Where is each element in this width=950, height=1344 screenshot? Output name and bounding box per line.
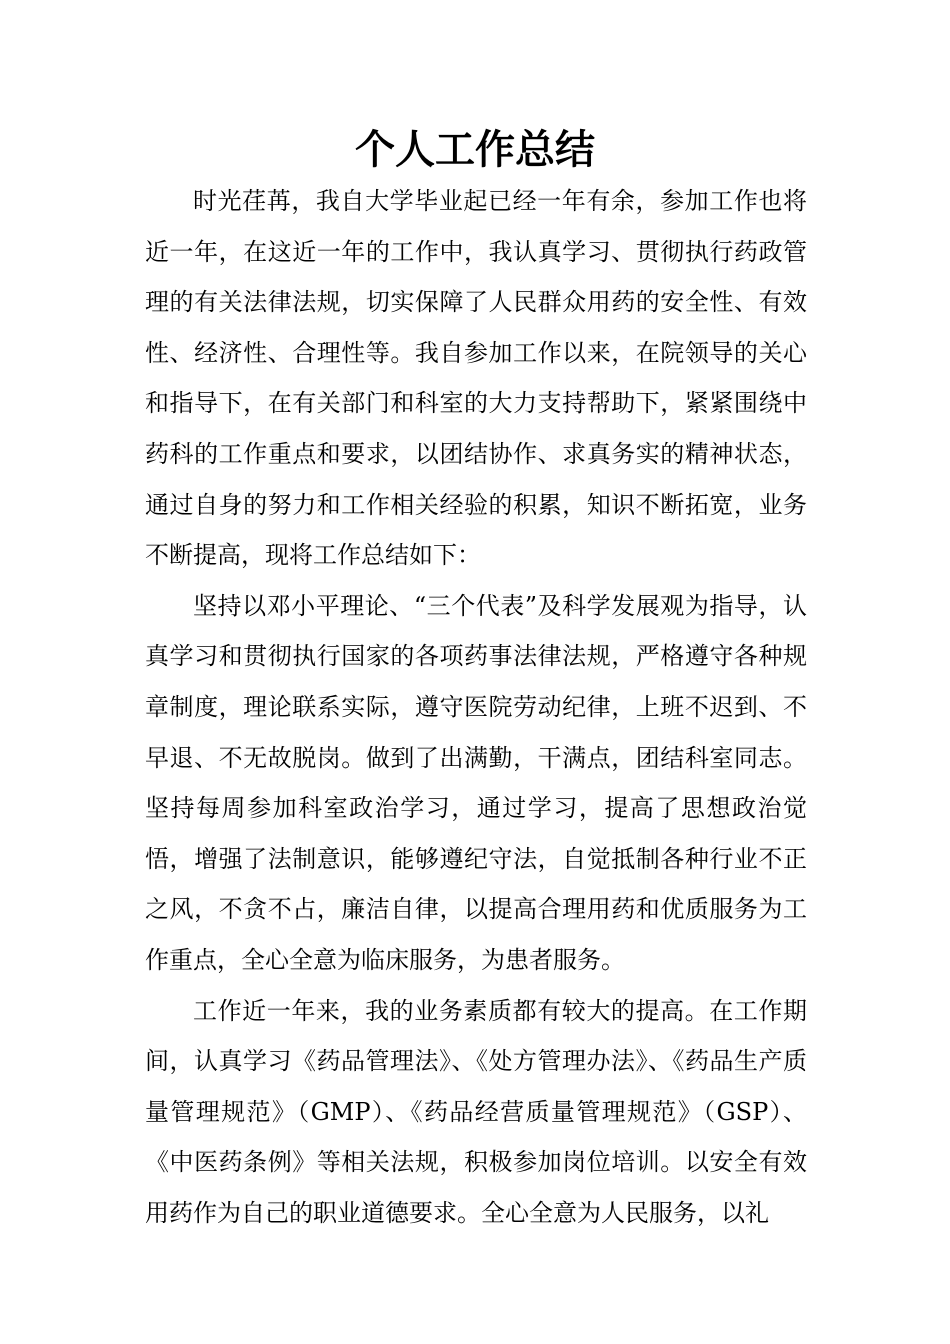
paragraph-professional-growth: 工作近一年来，我的业务素质都有较大的提高。在工作期间，认真学习《药品管理法》、《处方管理办法》、《药品生产质量管理规范》（GMP）、《药品经营质量管理规范》（GSP）、《中医药条例》等相关法规，积极参加岗位培训。以安全有效用药作为自己的职业道德要求。全心全意为人民服务，以礼 [145, 996, 807, 1227]
paragraph-political-study: 坚持以邓小平理论、“三个代表”及科学发展观为指导，认真学习和贯彻执行国家的各项药事法律法规，严格遵守各种规章制度，理论联系实际，遵守医院劳动纪律，上班不迟到、不早退、不无故脱岗。做到了出满勤，干满点，团结科室同志。坚持每周参加科室政治学习，通过学习，提高了思想政治觉悟，增强了法制意识，能够遵纪守法，自觉抵制各种行业不正之风，不贪不占，廉洁自律，以提高合理用药和优质服务为工作重点，全心全意为临床服务，为患者服务。 [145, 591, 807, 974]
paragraph-intro: 时光荏苒，我自大学毕业起已经一年有余，参加工作也将近一年，在这近一年的工作中，我认真学习、贯彻执行药政管理的有关法律法规，切实保障了人民群众用药的安全性、有效性、经济性、合理性等。我自参加工作以来，在院领导的关心和指导下，在有关部门和科室的大力支持帮助下，紧紧围绕中药科的工作重点和要求，以团结协作、求真务实的精神状态，通过自身的努力和工作相关经验的积累，知识不断拓宽，业务不断提高，现将工作总结如下： [145, 187, 807, 570]
document-body [145, 176, 807, 1238]
document-title: 个人工作总结 [355, 126, 595, 173]
